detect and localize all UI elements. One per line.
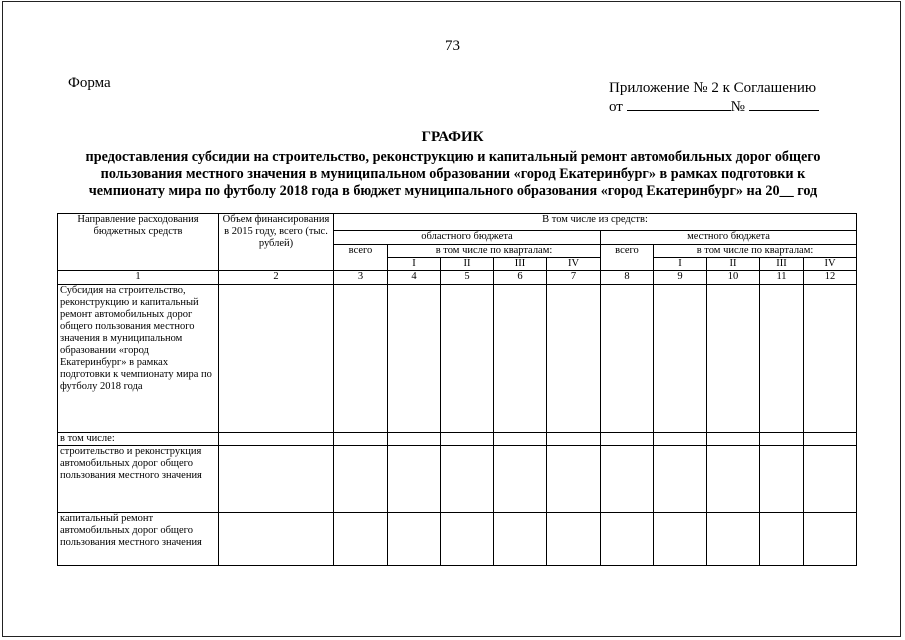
empty-cell [219, 513, 334, 566]
empty-cell [654, 285, 707, 433]
empty-cell [219, 433, 334, 446]
header-local-quarter-4: IV [804, 258, 857, 271]
empty-cell [601, 513, 654, 566]
column-number: 6 [494, 271, 547, 285]
empty-cell [760, 446, 804, 513]
empty-cell [804, 513, 857, 566]
empty-cell [494, 513, 547, 566]
empty-cell [760, 513, 804, 566]
appendix-date-number-line [609, 97, 819, 116]
column-number: 10 [707, 271, 760, 285]
header-local-quarter-2: II [707, 258, 760, 271]
empty-cell [804, 446, 857, 513]
number-blank-line [749, 97, 819, 111]
form-label: Форма [68, 75, 111, 91]
header-direction: Направление расходования бюджетных средств [58, 214, 219, 271]
empty-cell [494, 433, 547, 446]
page-number: 73 [445, 38, 460, 54]
empty-cell [601, 285, 654, 433]
appendix-reference [609, 79, 819, 116]
subtitle-line-3: чемпионату мира по футболу 2018 года в бюджет муниципального образования «город Екатеринбург» на 20__ год [88, 183, 818, 199]
row-label: строительство и реконструкция автомобильных дорог общего пользования местного значения [58, 446, 219, 513]
header-regional-by-quarters: в том числе по кварталам: [388, 245, 601, 258]
header-regional-total: всего [334, 245, 388, 271]
empty-cell [760, 285, 804, 433]
document-title: ГРАФИК [421, 129, 484, 145]
table-row [58, 446, 857, 513]
empty-cell [441, 433, 494, 446]
empty-cell [547, 446, 601, 513]
empty-cell [547, 513, 601, 566]
empty-cell [334, 446, 388, 513]
appendix-number-label: № [730, 99, 745, 115]
empty-cell [441, 285, 494, 433]
header-regional-quarter-3: III [494, 258, 547, 271]
column-number: 1 [58, 271, 219, 285]
appendix-title: Приложение № 2 к Соглашению [609, 80, 817, 96]
row-label: капитальный ремонт автомобильных дорог общего пользования местного значения [58, 513, 219, 566]
empty-cell [601, 446, 654, 513]
column-number: 2 [219, 271, 334, 285]
empty-cell [707, 285, 760, 433]
table-row [58, 513, 857, 566]
empty-cell [654, 433, 707, 446]
empty-cell [804, 433, 857, 446]
table-row [58, 433, 857, 446]
empty-cell [388, 433, 441, 446]
subtitle-line-2: пользования местного значения в муниципальном образовании «город Екатеринбург» в рамках подготовки к [100, 166, 806, 182]
empty-cell [547, 285, 601, 433]
header-regional-budget: областного бюджета [334, 231, 601, 245]
empty-cell [494, 446, 547, 513]
column-number: 8 [601, 271, 654, 285]
column-number: 3 [334, 271, 388, 285]
header-regional-quarter-4: IV [547, 258, 601, 271]
empty-cell [601, 433, 654, 446]
empty-cell [804, 285, 857, 433]
header-local-by-quarters: в том числе по кварталам: [654, 245, 857, 258]
header-local-quarter-1: I [654, 258, 707, 271]
row-label: Субсидия на строительство, реконструкцию и капитальный ремонт автомобильных дорог общего пользования местного значения в муниципальном образовании «город Екатеринбург» в рамках подготовки к чемпионату мира по футболу 2018 года [58, 285, 219, 433]
empty-cell [654, 446, 707, 513]
header-regional-quarter-1: I [388, 258, 441, 271]
header-volume: Объем финансирования в 2015 году, всего (тыс. рублей) [219, 214, 334, 271]
empty-cell [441, 513, 494, 566]
empty-cell [441, 446, 494, 513]
column-number-row [58, 271, 857, 285]
column-number: 11 [760, 271, 804, 285]
column-number: 4 [388, 271, 441, 285]
header-local-total: всего [601, 245, 654, 271]
header-local-budget: местного бюджета [601, 231, 857, 245]
empty-cell [494, 285, 547, 433]
column-number: 9 [654, 271, 707, 285]
empty-cell [760, 433, 804, 446]
empty-cell [654, 513, 707, 566]
empty-cell [219, 285, 334, 433]
empty-cell [219, 446, 334, 513]
column-number: 7 [547, 271, 601, 285]
subtitle-line-1: предоставления субсидии на строительство, реконструкцию и капитальный ремонт автомобильных дорог общего [85, 149, 821, 165]
empty-cell [707, 433, 760, 446]
header-local-quarter-3: III [760, 258, 804, 271]
empty-cell [707, 513, 760, 566]
column-number: 12 [804, 271, 857, 285]
empty-cell [388, 513, 441, 566]
empty-cell [334, 285, 388, 433]
appendix-from-label: от [609, 99, 623, 115]
empty-cell [388, 446, 441, 513]
empty-cell [334, 513, 388, 566]
empty-cell [547, 433, 601, 446]
header-regional-quarter-2: II [441, 258, 494, 271]
column-number: 5 [441, 271, 494, 285]
document-subtitle [58, 149, 848, 200]
header-including-from: В том числе из средств: [334, 214, 857, 231]
row-label: в том числе: [58, 433, 219, 446]
date-blank-line [627, 97, 731, 111]
empty-cell [707, 446, 760, 513]
schedule-table [57, 213, 857, 566]
table-row [58, 285, 857, 433]
empty-cell [388, 285, 441, 433]
empty-cell [334, 433, 388, 446]
